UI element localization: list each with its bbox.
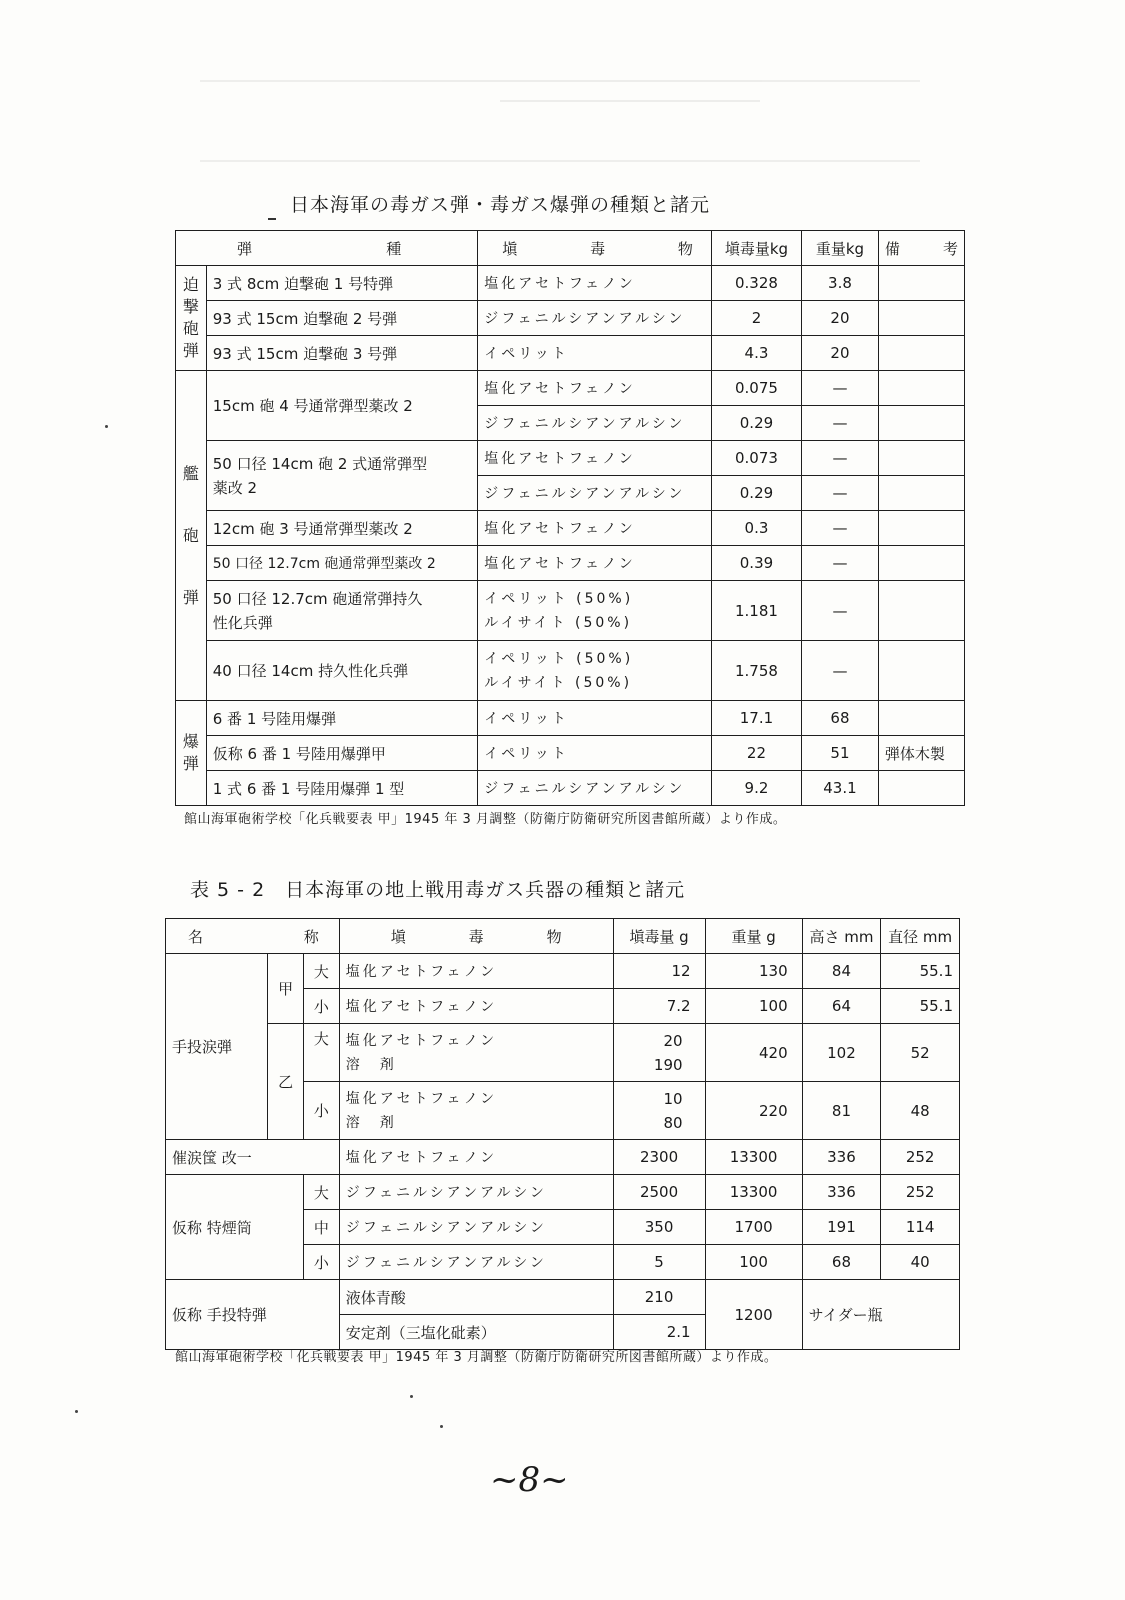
diameter: 114 — [881, 1210, 960, 1245]
weight: — — [802, 476, 879, 511]
header-remarks: 備 考 — [878, 231, 964, 266]
fill: 210 — [613, 1280, 705, 1315]
shell-name: 12cm 砲 3 号通常弾型薬改 2 — [206, 511, 478, 546]
remark — [878, 336, 964, 371]
fill-weight: 0.39 — [711, 546, 801, 581]
remark — [878, 476, 964, 511]
table-row — [176, 336, 965, 371]
fill-weight: 0.075 — [711, 371, 801, 406]
table-row — [176, 641, 965, 701]
filler: イペリット — [478, 701, 712, 736]
size-large: 大 — [303, 1175, 339, 1210]
table-header-row — [166, 919, 960, 954]
height: 84 — [802, 954, 881, 989]
shell-name: 93 式 15cm 迫撃砲 2 号弾 — [206, 301, 478, 336]
filler: イペリット — [478, 736, 712, 771]
fill-weight: 1.758 — [711, 641, 801, 701]
header-filler: 塡 毒 物 — [478, 231, 712, 266]
weight: 20 — [802, 301, 879, 336]
weight: — — [802, 581, 879, 641]
weight: — — [802, 441, 879, 476]
height: 336 — [802, 1175, 881, 1210]
filler: 塩化アセトフェノン 溶 剤 — [339, 1024, 613, 1082]
speck — [440, 1425, 443, 1428]
tube-label: 催涙筺 改一 — [166, 1140, 340, 1175]
weight: 220 — [705, 1082, 802, 1140]
kou-label: 甲 — [268, 954, 304, 1024]
weight: 100 — [705, 1245, 802, 1280]
diameter: 252 — [881, 1140, 960, 1175]
weight: — — [802, 641, 879, 701]
filler: ジフェニルシアンアルシン — [478, 771, 712, 806]
fill: 350 — [613, 1210, 705, 1245]
filler: 塩化アセトフェノン — [478, 511, 712, 546]
remark — [878, 406, 964, 441]
table-row — [176, 266, 965, 301]
weight: 68 — [802, 701, 879, 736]
fill: 2300 — [613, 1140, 705, 1175]
filler: ジフェニルシアンアルシン — [478, 301, 712, 336]
speck — [75, 1410, 78, 1413]
table-row — [176, 581, 965, 641]
remark — [878, 701, 964, 736]
fill-weight: 0.3 — [711, 511, 801, 546]
fill-weight: 0.073 — [711, 441, 801, 476]
weight: — — [802, 511, 879, 546]
group-bomb: 爆 弾 — [176, 701, 207, 806]
header-weight: 重量kg — [802, 231, 879, 266]
table-row — [166, 1024, 960, 1082]
table-header-row — [176, 231, 965, 266]
fill-weight: 0.328 — [711, 266, 801, 301]
header-weight: 重量 g — [705, 919, 802, 954]
remark — [878, 546, 964, 581]
shell-name: 1 式 6 番 1 号陸用爆弾 1 型 — [206, 771, 478, 806]
diameter: 48 — [881, 1082, 960, 1140]
height: 68 — [802, 1245, 881, 1280]
ground-gas-weapon-table — [165, 918, 960, 1350]
size-small: 小 — [303, 989, 339, 1024]
table-row — [176, 546, 965, 581]
special-grenade-label: 仮称 手投特弾 — [166, 1280, 340, 1350]
weight: — — [802, 406, 879, 441]
weight: — — [802, 371, 879, 406]
table-row — [166, 1175, 960, 1210]
header-name: 名 称 — [166, 919, 340, 954]
remark — [878, 511, 964, 546]
remark — [878, 581, 964, 641]
fill-weight: 2 — [711, 301, 801, 336]
remark — [878, 771, 964, 806]
height: 191 — [802, 1210, 881, 1245]
shell-name: 50 口径 12.7cm 砲通常弾型薬改 2 — [206, 546, 478, 581]
table-row — [166, 954, 960, 989]
header-type: 弾 種 — [176, 231, 478, 266]
filler: 塩化アセトフェノン — [339, 989, 613, 1024]
header-fill-weight: 塡毒量kg — [711, 231, 801, 266]
fill: 7.2 — [613, 989, 705, 1024]
filler: 塩化アセトフェノン — [478, 546, 712, 581]
weight: — — [802, 546, 879, 581]
filler: 塩化アセトフェノン — [478, 371, 712, 406]
smoke-canister-label: 仮称 特煙筒 — [166, 1175, 304, 1280]
fill: 12 — [613, 954, 705, 989]
weight: 13300 — [705, 1175, 802, 1210]
weight: 1700 — [705, 1210, 802, 1245]
size-small: 小 — [303, 1245, 339, 1280]
fill-weight: 0.29 — [711, 406, 801, 441]
table-row — [166, 1280, 960, 1315]
fill: 20 190 — [613, 1024, 705, 1082]
size-small: 小 — [303, 1082, 339, 1140]
filler: 塩化アセトフェノン 溶 剤 — [339, 1082, 613, 1140]
fill-weight: 9.2 — [711, 771, 801, 806]
fill-weight: 0.29 — [711, 476, 801, 511]
filler: 塩化アセトフェノン — [478, 441, 712, 476]
stray-mark — [268, 218, 276, 220]
filler: 液体青酸 — [339, 1280, 613, 1315]
weight: 3.8 — [802, 266, 879, 301]
shell-name: 仮称 6 番 1 号陸用爆弾甲 — [206, 736, 478, 771]
table-row — [176, 511, 965, 546]
table1-source-note: 館山海軍砲術学校「化兵戦要表 甲」1945 年 3 月調整（防衛庁防衛研究所図書館所蔵）より作成。 — [184, 812, 787, 827]
filler: ジフェニルシアンアルシン — [478, 476, 712, 511]
table-row — [176, 701, 965, 736]
header-height: 高さ mm — [802, 919, 881, 954]
table-row — [176, 771, 965, 806]
speck — [410, 1395, 413, 1398]
group-mortar: 迫 撃 砲 弾 — [176, 266, 207, 371]
table-row — [166, 1140, 960, 1175]
tear-grenade-label: 手投涙弾 — [166, 954, 268, 1140]
shell-name: 93 式 15cm 迫撃砲 3 号弾 — [206, 336, 478, 371]
weight: 51 — [802, 736, 879, 771]
filler: 安定剤（三塩化砒素） — [339, 1315, 613, 1350]
fill: 5 — [613, 1245, 705, 1280]
filler: ジフェニルシアンアルシン — [339, 1245, 613, 1280]
table-row — [176, 371, 965, 406]
filler: ジフェニルシアンアルシン — [478, 406, 712, 441]
weight: 100 — [705, 989, 802, 1024]
page-number: ~8~ — [490, 1460, 569, 1500]
diameter: 52 — [881, 1024, 960, 1082]
shell-name: 6 番 1 号陸用爆弾 — [206, 701, 478, 736]
header-filler: 塡 毒 物 — [339, 919, 613, 954]
header-fill: 塡毒量 g — [613, 919, 705, 954]
weight: 20 — [802, 336, 879, 371]
filler: 塩化アセトフェノン — [339, 954, 613, 989]
shell-name: 50 口径 12.7cm 砲通常弾持久 性化兵弾 — [206, 581, 478, 641]
fill-weight: 1.181 — [711, 581, 801, 641]
diameter: 55.1 — [881, 954, 960, 989]
fill: 10 80 — [613, 1082, 705, 1140]
filler: イペリット (50%) ルイサイト (50%) — [478, 581, 712, 641]
remark — [878, 301, 964, 336]
shell-name: 3 式 8cm 迫撃砲 1 号特弾 — [206, 266, 478, 301]
height: 64 — [802, 989, 881, 1024]
weight: 43.1 — [802, 771, 879, 806]
naval-gas-shell-table — [175, 230, 965, 806]
group-naval: 艦 砲 弾 — [176, 371, 207, 701]
diameter: 55.1 — [881, 989, 960, 1024]
filler: 塩化アセトフェノン — [478, 266, 712, 301]
speck — [105, 425, 108, 428]
fill-weight: 4.3 — [711, 336, 801, 371]
weight: 13300 — [705, 1140, 802, 1175]
filler: ジフェニルシアンアルシン — [339, 1210, 613, 1245]
header-diameter: 直径 mm — [881, 919, 960, 954]
diameter: 252 — [881, 1175, 960, 1210]
table-row — [176, 301, 965, 336]
height: 336 — [802, 1140, 881, 1175]
note: サイダー瓶 — [802, 1280, 959, 1350]
fill-weight: 22 — [711, 736, 801, 771]
bleed-through — [200, 60, 920, 180]
filler: ジフェニルシアンアルシン — [339, 1175, 613, 1210]
table-row — [176, 441, 965, 476]
remark — [878, 371, 964, 406]
size-large: 大 — [303, 954, 339, 989]
weight: 420 — [705, 1024, 802, 1082]
table2-title: 表 5 - 2 日本海軍の地上戦用毒ガス兵器の種類と諸元 — [190, 879, 686, 901]
shell-name: 50 口径 14cm 砲 2 式通常弾型 薬改 2 — [206, 441, 478, 511]
table-row — [176, 736, 965, 771]
size-large: 大 — [303, 1024, 339, 1082]
weight: 130 — [705, 954, 802, 989]
filler: 塩化アセトフェノン — [339, 1140, 613, 1175]
shell-name: 40 口径 14cm 持久性化兵弾 — [206, 641, 478, 701]
otsu-label: 乙 — [268, 1024, 304, 1140]
filler: イペリット (50%) ルイサイト (50%) — [478, 641, 712, 701]
diameter: 40 — [881, 1245, 960, 1280]
remark — [878, 266, 964, 301]
filler: イペリット — [478, 336, 712, 371]
shell-name: 15cm 砲 4 号通常弾型薬改 2 — [206, 371, 478, 441]
height: 81 — [802, 1082, 881, 1140]
fill: 2500 — [613, 1175, 705, 1210]
remark — [878, 441, 964, 476]
remark: 弾体木製 — [878, 736, 964, 771]
weight: 1200 — [705, 1280, 802, 1350]
table1-title: 日本海軍の毒ガス弾・毒ガス爆弾の種類と諸元 — [290, 194, 711, 216]
remark — [878, 641, 964, 701]
height: 102 — [802, 1024, 881, 1082]
size-medium: 中 — [303, 1210, 339, 1245]
fill-weight: 17.1 — [711, 701, 801, 736]
table2-source-note: 館山海軍砲術学校「化兵戦要表 甲」1945 年 3 月調整（防衛庁防衛研究所図書館所蔵）より作成。 — [175, 1350, 778, 1365]
fill: 2.1 — [613, 1315, 705, 1350]
